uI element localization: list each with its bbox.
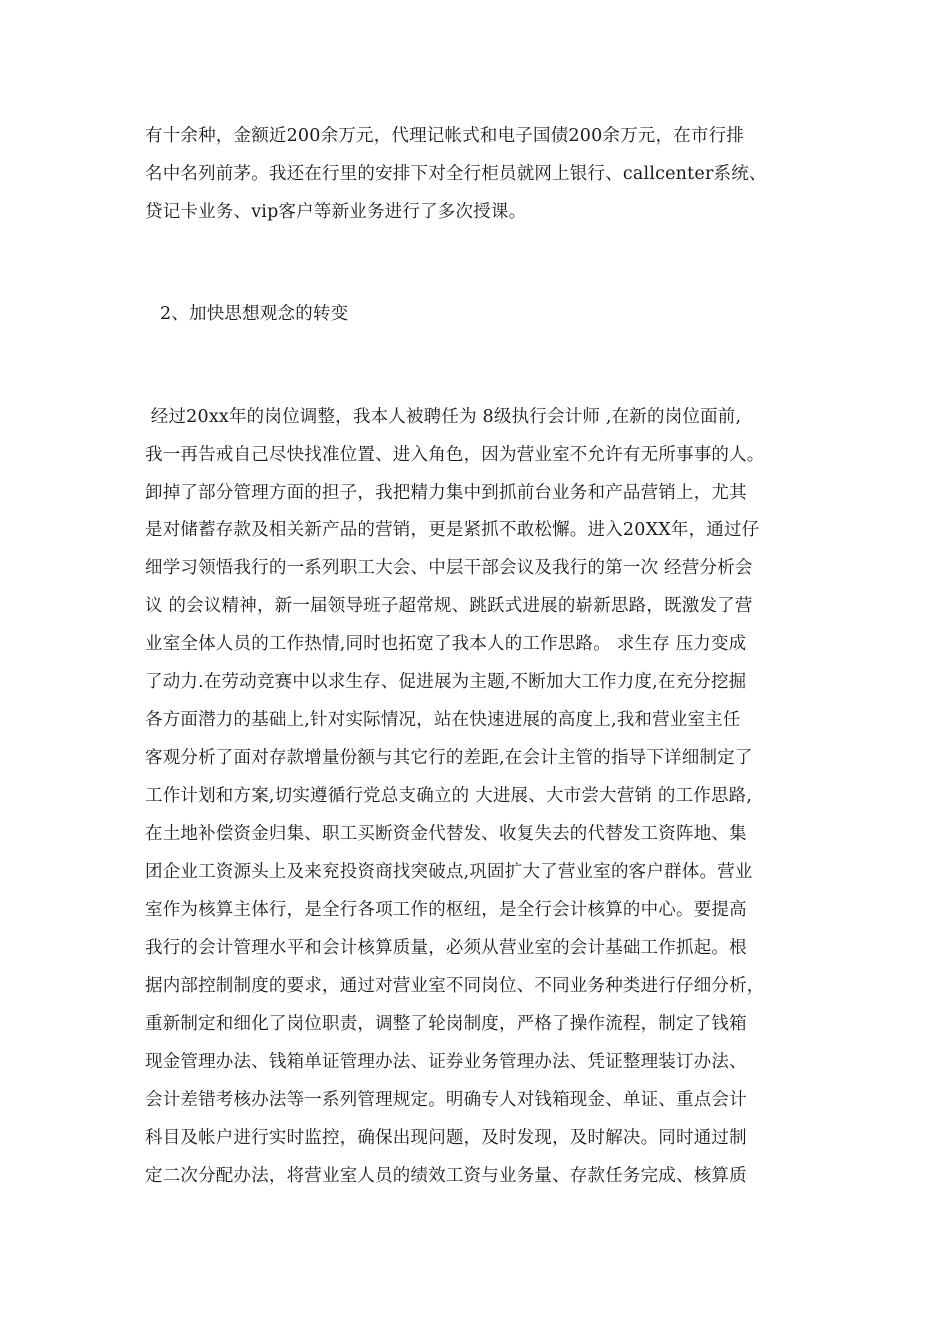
paragraph-line: 卸掉了部分管理方面的担子，我把精力集中到抓前台业务和产品营销上，尤其 (145, 483, 747, 503)
paragraph-line: 客观分析了面对存款增量份额与其它行的差距,在会计主管的指导下详细制定了 (145, 748, 753, 768)
paragraph-line: 名中名列前茅。我还在行里的安排下对全行柜员就网上银行、callcenter系统、 (145, 164, 767, 184)
paragraph-line: 定二次分配办法，将营业室人员的绩效工资与业务量、存款任务完成、核算质 (145, 1166, 747, 1186)
paragraph-line: 是对储蓄存款及相关新产品的营销，更是紧抓不敢松懈。进入20XX年，通过仔 (145, 520, 760, 540)
paragraph-line: 在土地补偿资金归集、职工买断资金代替发、收复失去的代替发工资阵地、集 (145, 824, 747, 844)
paragraph-line: 细学习领悟我行的一系列职工大会、中层干部会议及我行的第一次 经营分析会 (145, 558, 753, 578)
paragraph-line: 会计差错考核办法等一系列管理规定。明确专人对钱箱现金、单证、重点会计 (145, 1090, 747, 1110)
paragraph-line: 业室全体人员的工作热情,同时也拓宽了我本人的工作思路。 求生存 压力变成 (145, 634, 747, 654)
paragraph-line: 科目及帐户进行实时监控，确保出现问题，及时发现，及时解决。同时通过制 (145, 1128, 747, 1148)
paragraph-line: 室作为核算主体行，是全行各项工作的枢纽，是全行会计核算的中心。要提高 (145, 900, 747, 920)
paragraph-line: 经过20xx年的岗位调整，我本人被聘任为 8级执行会计师 ,在新的岗位面前, (145, 407, 742, 427)
paragraph-line: 我行的会计管理水平和会计核算质量，必须从营业室的会计基础工作抓起。根 (145, 938, 747, 958)
paragraph-line: 现金管理办法、钱箱单证管理办法、证券业务管理办法、凭证整理装订办法、 (145, 1052, 747, 1072)
paragraph-line: 团企业工资源头上及来兖投资商找突破点,巩固扩大了营业室的客户群体。营业 (145, 862, 753, 882)
paragraph-line: 贷记卡业务、vip客户等新业务进行了多次授课。 (145, 202, 527, 222)
paragraph-line: 了动力.在劳动竞赛中以求生存、促进展为主题,不断加大工作力度,在充分挖掘 (145, 672, 747, 692)
paragraph-line: 据内部控制制度的要求，通过对营业室不同岗位、不同业务种类进行仔细分析， (145, 976, 765, 996)
paragraph-line: 各方面潜力的基础上,针对实际情况，站在快速进展的高度上,我和营业室主任 (145, 710, 741, 730)
section-heading: 2、加快思想观念的转变 (160, 304, 349, 324)
paragraph-line: 我一再告戒自己尽快找准位置、进入角色，因为营业室不允许有无所事事的人。 (145, 445, 765, 465)
paragraph-line: 工作计划和方案,切实遵循行党总支确立的 大进展、大市尝大营销 的工作思路, (145, 786, 753, 806)
paragraph-line: 重新制定和细化了岗位职责，调整了轮岗制度，严格了操作流程，制定了钱箱 (145, 1014, 747, 1034)
paragraph-line: 议 的会议精神，新一届领导班子超常规、跳跃式进展的崭新思路，既激发了营 (145, 596, 753, 616)
paragraph-line: 有十余种，金额近200余万元，代理记帐式和电子国债200余万元，在市行排 (145, 126, 745, 146)
